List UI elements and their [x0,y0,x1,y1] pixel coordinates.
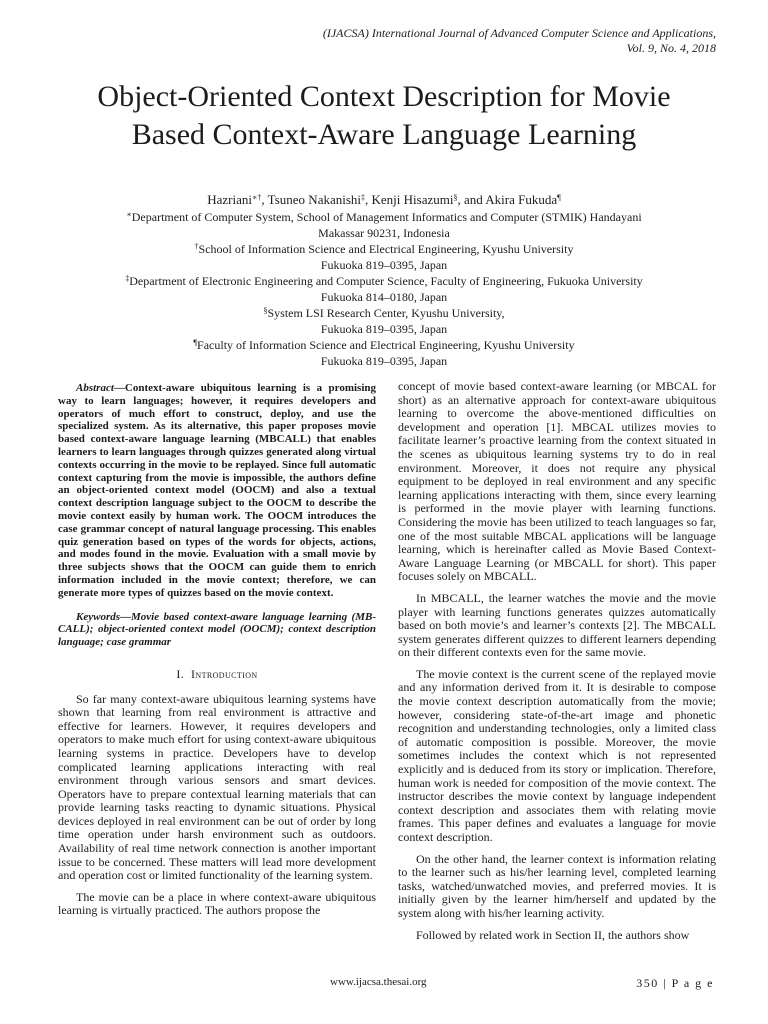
author-marks: ¶ [557,193,561,202]
right-column [398,380,716,942]
affiliation-mark: ‡ [125,274,130,283]
affiliation-line [40,241,728,257]
affiliation-text: Department of Computer System, School of Management Informatics and Computer (STMIK) Handayani [131,210,642,224]
footer-page-number: 350 | P a g e [636,976,714,990]
affiliation-text: School of Information Science and Electrical Engineering, Kyushu University [198,242,574,256]
author-name: , Tsuneo Nakanishi [261,192,362,207]
paper-title-line-2: Based Context-Aware Language Learning [131,118,637,151]
affiliation-line: Fukuoka 819–0395, Japan [320,354,448,368]
paper-title-line-1: Object-Oriented Context Description for Movie [97,80,671,113]
author-list [40,192,728,208]
body-paragraph: The movie can be a place in where context-aware ubiquitous learning is virtually practiced. The authors propose the [58,889,376,918]
author-name: Hazriani [207,192,252,207]
abstract-text: Context-aware ubiquitous learning is a promising way to learn languages; however, it requires developers and operators of much effort to construct, deploy, and use the specialized system. As its alternative, this paper proposes movie based context-aware language learning (MBCALL) that enables learners to learn languages through quizzes generated along virtual contexts occurring in the movie to be replayed. Since full automatic context capturing from the movie is impossible, the authors define an object-oriented context model (OOCM) and also a textual context description language subject to the OOCM to describe the movie context easily by human work. The OOCM introduces the case grammar concept of natural language processing. This enables quiz generation based on types of the words for objects, actions, and modes found in the movie. Evaluation with a small movie by three subjects shows that the OOCM can guide them to enrich information included in the movie context; therefore, we can generate more types of quizzes based on the movie context. [58,382,376,599]
affiliation-mark: § [263,306,268,315]
author-marks: ‡ [361,193,366,202]
keywords: Keywords—Movie based context-aware language learning (MB-CALL); object-oriented context model (OOCM); context description language; case grammar [58,610,376,649]
affiliation-list [40,209,728,369]
affiliation-mark: ∗ [126,210,132,219]
body-paragraph: In MBCALL, the learner watches the movie and the movie player with learning functions generates quizzes automatically based on both movie’s and learner’s contexts [2]. The MBCALL system generates different quizzes to different learners depending on their different contexts even for the same movie. [398,590,716,660]
author-name: , Kenji Hisazumi [365,192,454,207]
affiliation-line: Fukuoka 819–0395, Japan [320,258,448,272]
footer-url: www.ijacsa.thesai.org [330,976,427,988]
affiliation-line [40,305,728,321]
abstract [58,382,376,600]
author-name: , and Akira Fukuda [457,192,558,207]
affiliation-line [40,337,728,353]
journal-volume: Vol. 9, No. 4, 2018 [626,41,716,55]
author-marks: ∗† [251,193,262,202]
body-paragraph: On the other hand, the learner context is information relating to the learner such as his/her learning level, completed learning tasks, watched/unwatched movies, and preferred movies. It is initially given by the learner him/herself and updated by the system along with his/her learning activity. [398,851,716,920]
affiliation-text: Department of Electronic Engineering and Computer Science, Faculty of Engineering, Fukuoka University [129,274,643,288]
author-marks: § [453,193,458,202]
journal-header [323,26,716,56]
section-number: I. [176,666,185,681]
body-paragraph: Followed by related work in Section II, the authors show [416,927,690,942]
affiliation-mark: † [194,242,199,251]
body-paragraph: So far many context-aware ubiquitous learning systems have shown that learning from real environment is attractive and effective for learners. However, it requires developers and operators to make much effort for using context-aware ubiquitous learning systems in practice. Developers have to develop complicated learning applications interacting with real environment through various sensors and smart devices. Operators have to prepare contextual learning materials that can provide learning tasks reacting to dynamic situations. Physical devices deployed in real environment can be out of order by long time operation under harsh environment such as outdoors. Availability of real time network connection is another important issue to be concerned. These matters will lead more development and operation cost or limited functionality of the learning system. [58,691,376,883]
affiliation-line: Fukuoka 819–0395, Japan [320,322,448,336]
section-heading [58,668,376,682]
affiliation-line: Fukuoka 814–0180, Japan [320,290,448,304]
left-column [58,382,376,918]
section-title: Introduction [191,666,258,681]
body-paragraph: concept of movie based context-aware learning (or MBCAL for short) as an alternative approach for context-aware ubiquitous learning to overcome the above-mentioned difficulties on development and operation [1]. MBCAL utilizes movies to facilitate learner’s proactive learning from the context situated in the scenes as ubiquitous learning systems try to do in real environment. Moreover, it does not require any physical equipment to be deployed in real environment and any specific learning applications interacting with them, since every learning is performed in the movie player with learning functions. Considering the movie has been utilized to teach languages so far, one of the most suitable MBCAL applications will be language learning, which is hereinafter called as Movie Based Context-Aware Language Learning (or MBCALL for short). This paper focuses solely on MBCALL. [398,379,716,584]
paper-title [40,78,728,154]
affiliation-text: Faculty of Information Science and Electrical Engineering, Kyushu University [197,338,575,352]
affiliation-text: System LSI Research Center, Kyushu University, [267,306,505,320]
body-paragraph: The movie context is the current scene of the replayed movie and any information derived from it. It is desirable to compose the movie context description automatically from the movie; however, considering state-of-the-art image and phonetic recognition and understanding technologies, only a limited class of automatic composition is possible. Moreover, the movie sometimes includes the context which is not represented explicitly and is deduced from its story or implication. Therefore, human work is needed for composition of the movie context. The instructor describes the movie context by language independent context description and associates them with relating movie frames. This paper defines and evaluates a language for movie context description. [398,666,716,844]
affiliation-line [40,209,728,225]
affiliation-line [40,273,728,289]
affiliation-mark: ¶ [193,338,198,347]
journal-name: (IJACSA) International Journal of Advanced Computer Science and Applications, [322,26,716,40]
abstract-lead: Abstract— [76,382,125,394]
affiliation-line: Makassar 90231, Indonesia [318,226,450,240]
